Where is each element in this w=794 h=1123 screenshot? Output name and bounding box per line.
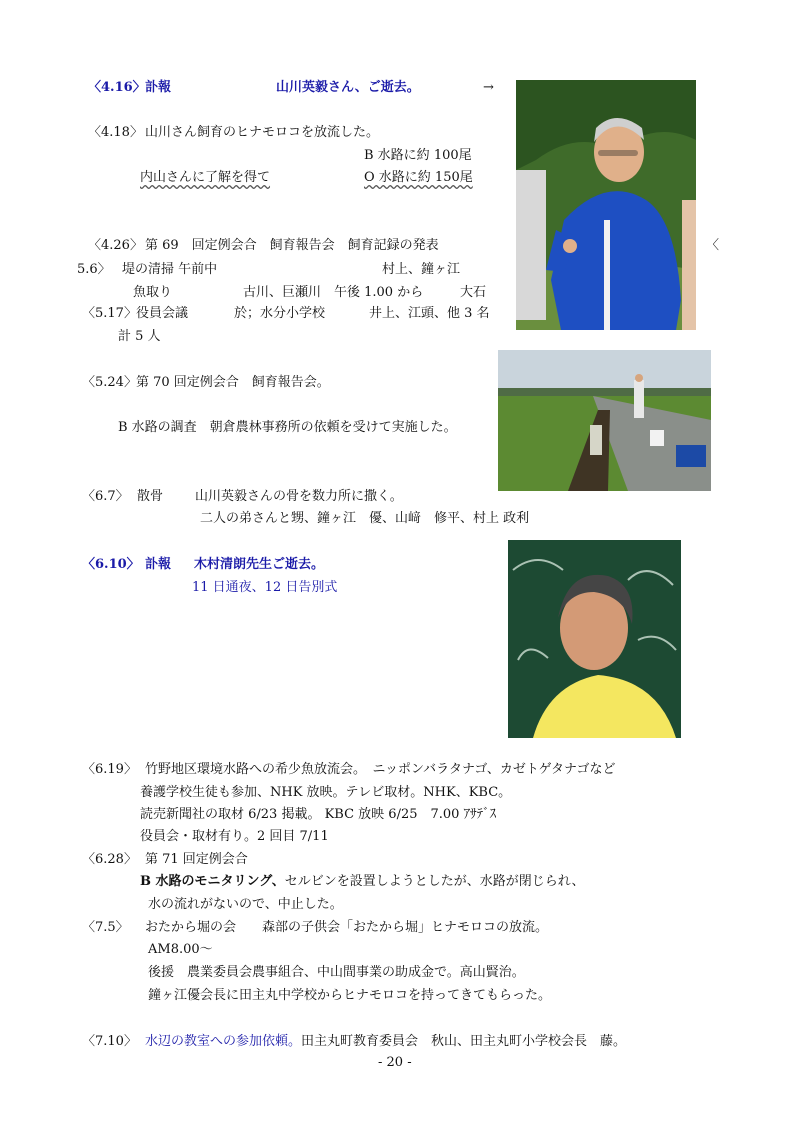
entry-line: 養護学校生徒も参加、NHK 放映。テレビ取材。NHK、KBC。 <box>140 785 512 800</box>
entry-date: 〈5.17〉 <box>82 306 137 321</box>
entry-date: 〈7.5〉 <box>82 920 129 935</box>
entry-date: 〈6.7〉 <box>82 489 129 504</box>
entry-total: 計 5 人 <box>118 329 161 344</box>
entry-text: 第 71 回定例会合 <box>145 852 248 867</box>
entry-members: 村上、鐘ヶ江 <box>382 262 461 277</box>
entry-text: 堤の清掃 午前中 <box>122 262 218 277</box>
entry-date: 〈7.10〉 <box>82 1034 137 1049</box>
entry-subtask: 魚取り <box>133 285 173 300</box>
entry-members: 古川、巨瀬川 午後 1.00 から <box>243 285 424 300</box>
release-count-b: B 水路に約 100尾 <box>364 148 472 163</box>
entry-text: 山川さん飼育のヒナモロコを放流した。 <box>145 125 380 140</box>
entry-line: 二人の弟さんと甥、鐘ヶ江 優、山﨑 修平、村上 政利 <box>200 511 530 526</box>
entry-line: 11 日通夜、12 日告別式 <box>192 580 338 595</box>
entry-kind-obituary: 訃報 <box>145 557 172 572</box>
entry-date: 〈4.18〉 <box>88 125 143 140</box>
entry-date: 〈4.16〉 <box>88 80 146 95</box>
entry-line: 鐘ヶ江優会長に田主丸中学校からヒナモロコを持ってきてもらった。 <box>148 988 552 1003</box>
entry-place: 於；水分小学校 <box>234 306 326 321</box>
entry-date: 5.6〉 <box>77 262 111 277</box>
consent-note: 内山さんに了解を得て <box>140 170 271 185</box>
monitoring-text: セルビンを設置しようとしたが、水路が閉じられ、 <box>284 874 585 889</box>
photo-man-yellow-shirt <box>508 540 681 738</box>
page-number: - 20 - <box>378 1055 412 1070</box>
entry-time: AM8.00～ <box>148 942 213 957</box>
entry-text: 役員会議 <box>136 306 189 321</box>
entry-text: 第 69 回定例会合 飼育報告会 飼育記録の発表 <box>145 238 439 253</box>
entry-line <box>140 874 585 890</box>
obituary-text: 山川英毅さん、ご逝去。 <box>276 80 420 95</box>
entry-survey: B 水路の調査 朝倉農林事務所の依頼を受けて実施した。 <box>118 420 457 435</box>
entry-date: 〈5.24〉 <box>82 375 137 390</box>
entry-line: 水の流れがないので、中止した。 <box>148 897 343 912</box>
arrow-icon: → <box>483 80 494 95</box>
entry-date: 〈6.28〉 <box>82 852 137 867</box>
entry-text: 竹野地区環境水路への希少魚放流会。 ニッポンバラタナゴ、カゼトゲタナゴなど <box>145 762 616 777</box>
photo-ditch-survey <box>498 350 711 491</box>
entry-text <box>145 1034 626 1050</box>
obituary-text: 木村清朗先生ご逝去。 <box>194 557 325 572</box>
entry-line: 読売新聞社の取材 6/23 掲載。 KBC 放映 6/25 7.00 ｱｻﾃﾞｽ <box>140 807 497 822</box>
entry-text: 第 70 回定例会合 飼育報告会。 <box>136 375 330 390</box>
entry-date: 〈6.10〉 <box>82 557 140 572</box>
release-count-o: O 水路に約 150尾 <box>364 170 473 185</box>
monitoring-heading: B 水路のモニタリング、 <box>140 874 285 889</box>
entry-members: 井上、江頭、他 3 名 <box>369 306 490 321</box>
entry-text: 山川英毅さんの骨を数力所に撒く。 <box>195 489 403 504</box>
entry-kind-obituary: 訃報 <box>145 80 172 95</box>
entry-line: 役員会・取材有り。2 回目 7/11 <box>140 829 329 844</box>
entry-text: おたから堀の会 森部の子供会「おたから堀」ヒナモロコの放流。 <box>145 920 549 935</box>
stray-bracket: 〈 <box>706 238 720 253</box>
request-detail: 田主丸町教育委員会 秋山、田主丸町小学校会長 藤。 <box>301 1034 627 1049</box>
entry-kind: 散骨 <box>137 489 164 504</box>
entry-date: 〈6.19〉 <box>82 762 137 777</box>
entry-date: 〈4.26〉 <box>88 238 143 253</box>
entry-members: 大石 <box>460 285 487 300</box>
entry-line: 後援 農業委員会農事組合、中山間事業の助成金で。高山賢治。 <box>148 965 525 980</box>
request-text: 水辺の教室への参加依頼。 <box>145 1034 302 1049</box>
photo-man-blue-tracksuit <box>516 80 696 330</box>
